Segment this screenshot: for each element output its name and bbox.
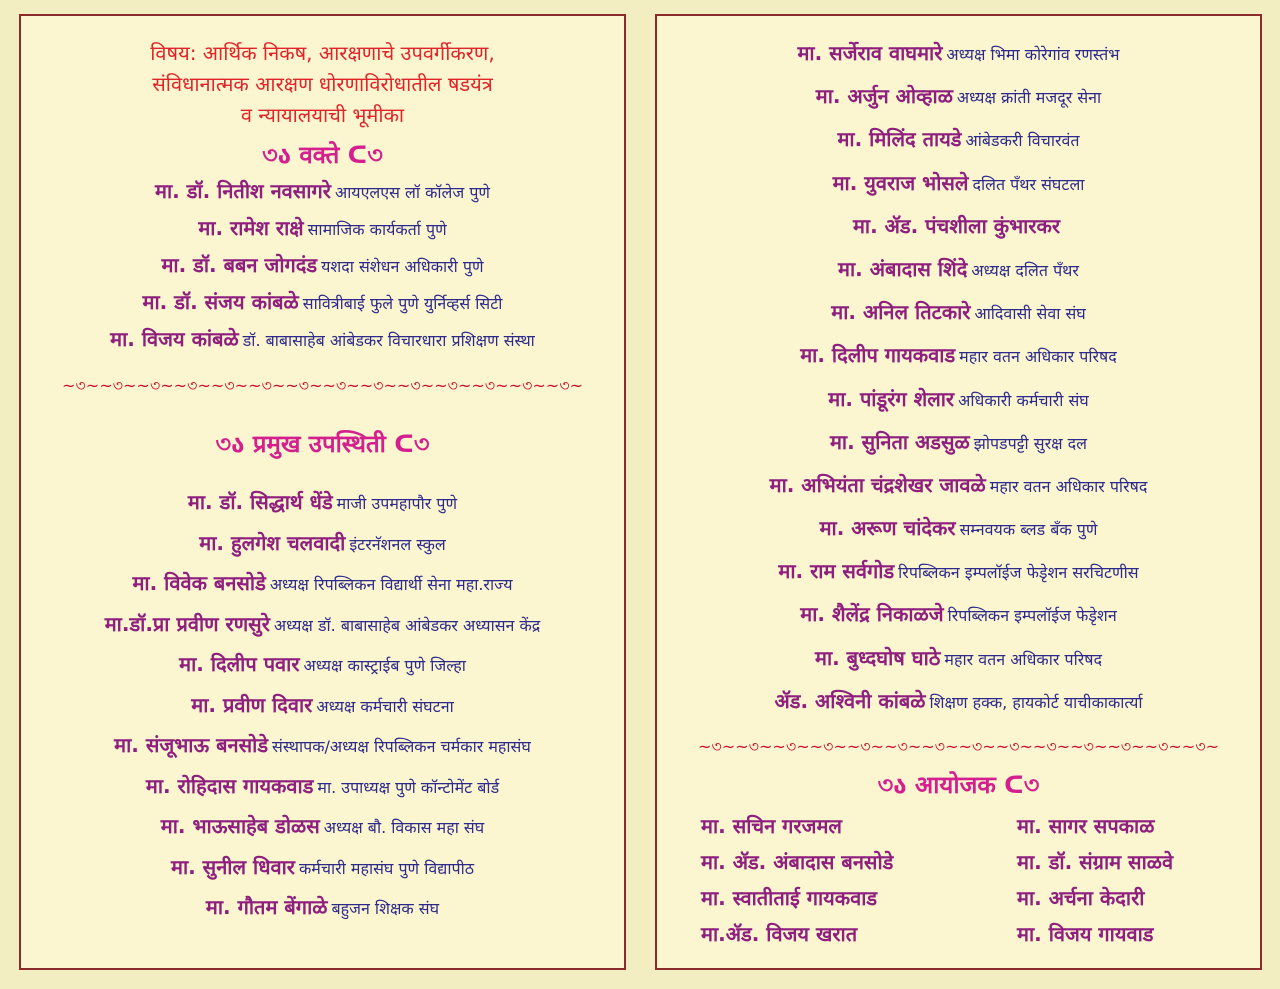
list-item bbox=[657, 205, 1260, 248]
person-name: मा. विवेक बनसोडे bbox=[132, 571, 266, 595]
organizer-name: मा. स्वातीताई गायकवाड bbox=[701, 886, 878, 910]
person-name: मा. अंबादास शिंदे bbox=[838, 256, 968, 281]
person-name: मा. सुनिता अडसुळ bbox=[829, 429, 970, 454]
person-desc: अध्यक्ष कर्मचारी संघटना bbox=[316, 696, 454, 716]
list-item bbox=[21, 321, 624, 358]
speakers-list bbox=[21, 173, 624, 358]
heading-ornament-left: ৩ა bbox=[262, 141, 292, 169]
list-item bbox=[657, 75, 1260, 118]
person-name: मा.डॉ.प्रा प्रवीण रणसुरे bbox=[104, 611, 270, 636]
person-desc: रिपब्लिकन इम्पलॉईज फेडेृशन bbox=[947, 606, 1117, 626]
person-desc: इंटरनॅशनल स्कुल bbox=[349, 534, 446, 554]
right-panel bbox=[655, 14, 1262, 970]
speakers-heading-text: वक्ते bbox=[299, 141, 340, 169]
list-item bbox=[657, 421, 1260, 464]
person-name: मा. बुध्दघोष घाठे bbox=[814, 645, 941, 670]
person-name: मा. हुलगेश चलवादी bbox=[199, 530, 346, 555]
person-desc: अध्यक्ष बौ. विकास महा संघ bbox=[323, 818, 485, 837]
list-item bbox=[657, 464, 1260, 507]
person-desc: रिपब्लिकन इम्पलॉईज फेडेृशन सरचिटणीस bbox=[898, 563, 1139, 583]
organizer-name: मा. अर्चना केदारी bbox=[1017, 886, 1145, 910]
list-item bbox=[657, 378, 1260, 421]
left-panel bbox=[19, 14, 626, 970]
person-desc: दलित पॅंथर संघटला bbox=[972, 174, 1085, 194]
list-item bbox=[657, 32, 1260, 75]
person-desc: मा. उपाध्यक्ष पुणे कॉन्टोमेंट बोर्ड bbox=[317, 777, 500, 797]
list-item bbox=[21, 887, 624, 928]
person-desc: महार वतन अधिकार परिषद bbox=[989, 476, 1148, 496]
person-name: मा. विजय कांबळे bbox=[110, 327, 239, 351]
subject-block bbox=[21, 38, 624, 131]
person-name: मा. दिलीप पवार bbox=[179, 652, 300, 676]
person-desc: यशदा संशेधन अधिकारी पुणे bbox=[321, 257, 484, 276]
organizers-heading bbox=[657, 765, 1260, 805]
person-desc: अध्यक्ष कास्ट्राईब पुणे जिल्हा bbox=[303, 656, 466, 675]
list-item bbox=[657, 291, 1260, 334]
person-name: मा. डॉ. सिद्धार्थ धेंडे bbox=[187, 490, 333, 514]
speakers-heading bbox=[21, 137, 624, 173]
person-name: मा. पांडूरंग शेलार bbox=[828, 386, 955, 411]
list-item bbox=[21, 284, 624, 321]
list-item bbox=[657, 334, 1260, 377]
list-item bbox=[21, 604, 624, 645]
organizer-name: मा. ॲड. अंबादास बनसोडे bbox=[701, 850, 894, 874]
person-desc: अध्यक्ष भिमा कोरेगांव रणस्तंभ bbox=[946, 45, 1120, 64]
person-name: मा. युवराज भोसले bbox=[832, 170, 969, 195]
list-item bbox=[21, 685, 624, 726]
person-desc: झोपडपट्टी सुरक्ष दल bbox=[973, 433, 1088, 453]
person-desc: शिक्षण हक्क, हायकोर्ट याचीकाकार्त्या bbox=[929, 692, 1143, 712]
list-item bbox=[21, 173, 624, 210]
person-name: मा. अरूण चांदेकर bbox=[819, 516, 956, 541]
guests-list-right bbox=[657, 32, 1260, 723]
list-item bbox=[21, 766, 624, 807]
subject-line: संविधानात्मक आरक्षण धोरणाविरोधातील षडयंत्र bbox=[152, 72, 493, 96]
person-name: मा. प्रवीण दिवार bbox=[191, 692, 313, 717]
person-desc: डॉ. बाबासाहेब आंबेडकर विचारधारा प्रशिक्षण संस्था bbox=[242, 331, 535, 350]
organizers-heading-text: आयोजक bbox=[914, 771, 996, 799]
person-desc: संस्थापक/अध्यक्ष रिपब्लिकन चर्मकार महासंघ bbox=[272, 737, 531, 756]
person-desc: आदिवासी सेवा संघ bbox=[974, 304, 1086, 324]
organizer-name: मा. सागर सपकाळ bbox=[1017, 814, 1155, 838]
person-desc: महार वतन अधिकार परिषद bbox=[959, 347, 1117, 367]
list-item bbox=[657, 593, 1260, 636]
person-desc: महार वतन अधिकार परिषद bbox=[944, 649, 1103, 669]
person-name: मा. गौतम बेंगाळे bbox=[205, 895, 328, 919]
person-desc: अध्यक्ष डॉ. बाबासाहेब आंबेडकर अध्यासन केंद्र bbox=[273, 615, 541, 635]
person-desc: अधिकारी कर्मचारी संघ bbox=[958, 390, 1089, 410]
list-item bbox=[657, 507, 1260, 550]
heading-ornament-right: ᑕ৩ bbox=[1004, 771, 1040, 799]
person-name: मा. सर्जेराव वाघमारे bbox=[797, 41, 943, 65]
person-name: मा. डॉ. नितीश नवसागरे bbox=[155, 179, 331, 203]
person-name: मा. राम सर्वगोड bbox=[778, 559, 895, 584]
list-item bbox=[657, 637, 1260, 680]
subject-line: व न्यायालयाची भूमीका bbox=[240, 103, 405, 127]
person-name: मा. रोहिदास गायकवाड bbox=[145, 773, 314, 798]
heading-ornament-left: ৩ა bbox=[215, 430, 245, 458]
list-item bbox=[21, 247, 624, 284]
list-item bbox=[21, 725, 624, 766]
person-name: मा. सुनील धिवार bbox=[170, 854, 295, 879]
person-name: मा. अनिल तिटकारे bbox=[831, 300, 971, 325]
list-item bbox=[21, 563, 624, 604]
organizer-name: मा.ॲड. विजय खरात bbox=[701, 922, 858, 946]
person-desc: सामाजिक कार्यकर्ता पुणे bbox=[307, 220, 447, 239]
person-name: मा. डॉ. संजय कांबळे bbox=[142, 290, 299, 314]
organizer-name: मा. विजय गायवाड bbox=[1017, 922, 1154, 946]
person-desc: आंबेडकरी विचारवंत bbox=[965, 131, 1080, 151]
person-name: ॲड. अश्विनी कांबळे bbox=[774, 688, 926, 713]
guests-heading-text: प्रमुख उपस्थिती bbox=[252, 430, 386, 458]
subject-line: विषय: आर्थिक निकष, आरक्षणाचे उपवर्गीकरण, bbox=[150, 41, 495, 65]
list-item bbox=[21, 847, 624, 888]
person-desc: सावित्रीबाई फुले पुणे युर्निव्हर्स सिटी bbox=[302, 294, 503, 313]
list-item bbox=[21, 644, 624, 685]
ornamental-divider: ~৩~~৩~~৩~~৩~~৩~~৩~~৩~~৩~~৩~~৩~~৩~~৩~~৩~~৩~ bbox=[697, 737, 1220, 756]
heading-ornament-right: ᑕ৩ bbox=[347, 141, 383, 169]
person-desc: अध्यक्ष रिपब्लिकन विद्यार्थी सेना महा.राज्य bbox=[269, 575, 513, 594]
guests-heading bbox=[21, 424, 624, 464]
list-item bbox=[21, 523, 624, 564]
list-item bbox=[657, 248, 1260, 291]
person-name: मा. दिलीप गायकवाड bbox=[800, 343, 956, 368]
organizer-name: मा. डॉ. संग्राम साळवे bbox=[1017, 850, 1174, 874]
person-name: मा. ॲड. पंचशीला कुंभारकर bbox=[852, 213, 1061, 238]
person-name: मा. अर्जुन ओव्हाळ bbox=[815, 84, 953, 109]
person-desc: माजी उपमहापौर पुणे bbox=[336, 494, 458, 513]
person-desc: अध्यक्ष क्रांती मजदूर सेना bbox=[956, 88, 1102, 108]
person-desc: कर्मचारी महासंघ पुणे विद्यापीठ bbox=[298, 858, 475, 878]
guests-list-left bbox=[21, 482, 624, 928]
list-item bbox=[657, 162, 1260, 205]
heading-ornament-right: ᑕ৩ bbox=[394, 430, 430, 458]
person-desc: सम्नवयक ब्लड बँक पुणे bbox=[959, 520, 1098, 540]
list-item bbox=[21, 806, 624, 847]
person-name: मा. भाऊसाहेब डोळस bbox=[160, 814, 320, 838]
list-item bbox=[21, 482, 624, 523]
person-name: मा. संजूभाऊ बनसोडे bbox=[114, 733, 269, 757]
list-item bbox=[21, 210, 624, 247]
list-item bbox=[657, 680, 1260, 723]
person-name: मा. अभियंता चंद्रशेखर जावळे bbox=[769, 472, 986, 497]
person-desc: आयएलएस लॉ कॉलेज पुणे bbox=[334, 183, 490, 202]
ornamental-divider: ~৩~~৩~~৩~~৩~~৩~~৩~~৩~~৩~~৩~~৩~~৩~~৩~~৩~~৩~ bbox=[61, 376, 584, 395]
person-name: मा. रामेश राक्षे bbox=[198, 216, 304, 240]
organizers-grid bbox=[701, 812, 1231, 947]
organizer-name: मा. सचिन गरजमल bbox=[701, 814, 842, 838]
heading-ornament-left: ৩ა bbox=[877, 771, 907, 799]
person-desc: बहुजन शिक्षक संघ bbox=[331, 899, 440, 918]
person-desc: अध्यक्ष दलित पॅंथर bbox=[971, 260, 1079, 280]
person-name: मा. मिलिंद तायडे bbox=[837, 127, 962, 152]
list-item bbox=[657, 550, 1260, 593]
person-name: मा. डॉ. बबन जोगदंड bbox=[161, 253, 318, 277]
person-name: मा. शैलेंद्र निकाळजे bbox=[800, 602, 944, 627]
list-item bbox=[657, 118, 1260, 161]
